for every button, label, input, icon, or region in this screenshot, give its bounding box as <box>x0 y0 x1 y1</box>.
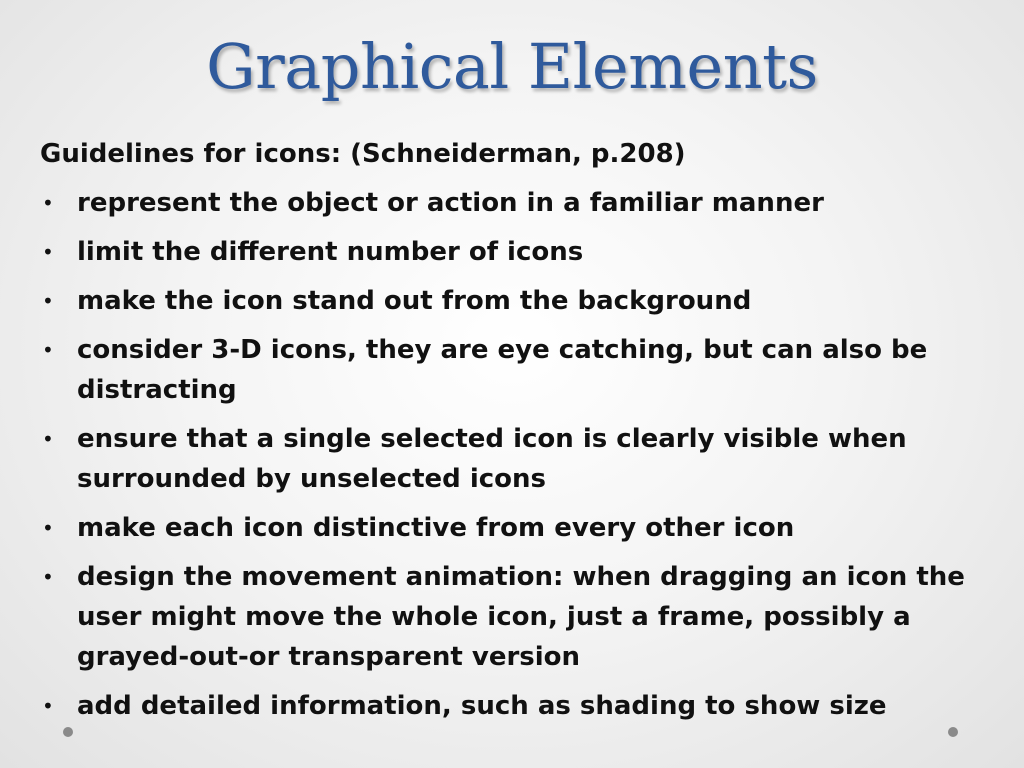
bullet-item <box>40 281 1000 321</box>
intro-line: Guidelines for icons: (Schneiderman, p.208) <box>40 139 686 169</box>
bullet-item <box>40 508 1000 548</box>
bullet-item <box>40 686 1000 726</box>
bullet-text: make each icon distinctive from every other icon <box>77 513 795 543</box>
bullet-text: represent the object or action in a familiar manner <box>77 188 824 218</box>
bullet-dot-icon: • <box>42 516 54 540</box>
bullet-text: make the icon stand out from the background <box>77 286 752 316</box>
bullet-text: consider 3-D icons, they are eye catching, but can also be distracting <box>77 335 928 405</box>
bullet-dot-icon: • <box>42 240 54 264</box>
bullet-dot-icon: • <box>42 289 54 313</box>
slide-content <box>40 134 1000 726</box>
bullet-dot-icon: • <box>42 694 54 718</box>
bullet-item <box>40 557 1000 677</box>
bullet-dot-icon: • <box>42 191 54 215</box>
decorative-dot-icon <box>63 727 73 737</box>
decorative-dot-icon <box>948 727 958 737</box>
slide-title: Graphical Elements <box>206 30 818 103</box>
bullet-dot-icon: • <box>42 427 54 451</box>
bullet-item <box>40 183 1000 223</box>
bullet-item <box>40 419 1000 499</box>
bullet-text: add detailed information, such as shading to show size <box>77 691 887 721</box>
bullet-text: limit the different number of icons <box>77 237 584 267</box>
bullet-dot-icon: • <box>42 565 54 589</box>
bullet-text: ensure that a single selected icon is clearly visible when surrounded by unselected icons <box>77 424 907 494</box>
bullet-item <box>40 232 1000 272</box>
bullet-item <box>40 330 1000 410</box>
bullet-text: design the movement animation: when dragging an icon the user might move the whole icon, just a frame, possibly a grayed-out-or transparent version <box>77 562 965 672</box>
bullet-dot-icon: • <box>42 338 54 362</box>
bullet-list <box>40 183 1000 726</box>
